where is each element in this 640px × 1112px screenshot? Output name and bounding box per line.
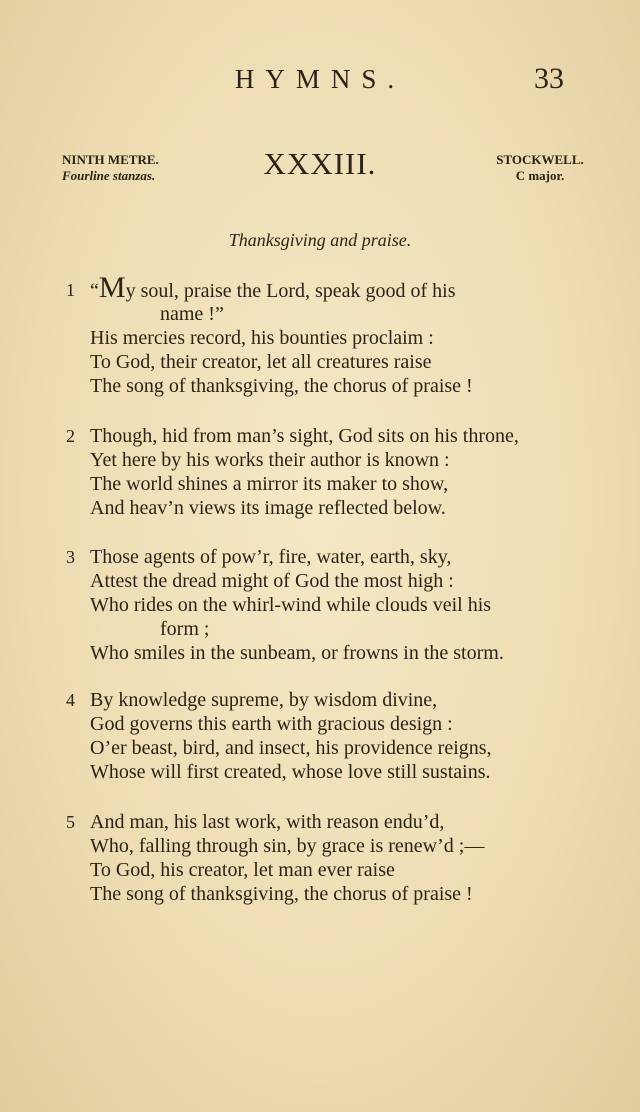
tune-key: C major.	[515, 168, 565, 183]
page-number: 33	[534, 62, 564, 95]
stanza-line: The song of thanksgiving, the chorus of praise !	[90, 883, 473, 905]
stanza-line: Those agents of pow’r, fire, water, earth, sky,	[90, 546, 452, 568]
stanza-line: Who smiles in the sunbeam, or frowns in the storm.	[90, 642, 504, 664]
stanza-line: God governs this earth with gracious design :	[90, 713, 453, 735]
stanza-line: And man, his last work, with reason endu’d,	[90, 811, 445, 833]
stanza-line: Whose will first created, whose love still sustains.	[90, 761, 491, 783]
stanza-line: The world shines a mirror its maker to show,	[90, 473, 449, 495]
stanza-line: The song of thanksgiving, the chorus of praise !	[90, 375, 473, 397]
drop-cap: M	[98, 271, 126, 304]
stanza-line: Who, falling through sin, by grace is renew’d ;—	[90, 835, 485, 857]
stanza-line: And heav’n views its image reflected below.	[90, 497, 446, 519]
stanza-number: 4	[66, 690, 75, 710]
stanza-number: 3	[66, 547, 75, 567]
stanza-number: 5	[66, 812, 75, 832]
hymn-number: XXXIII.	[263, 146, 377, 181]
stanza-line: His mercies record, his bounties proclaim :	[90, 327, 434, 349]
stanza-number: 2	[66, 426, 75, 446]
stanza-line: Who rides on the whirl-wind while clouds veil his	[90, 594, 492, 616]
stanza-line: Yet here by his works their author is known :	[90, 449, 450, 471]
first-line-rest: y soul, praise the Lord, speak good of his	[125, 280, 456, 302]
stanza-line: name !”	[160, 303, 224, 325]
stanza-line	[90, 271, 456, 304]
running-title: HYMNS.	[234, 64, 406, 94]
open-quote: “	[90, 280, 99, 302]
stanza-number: 1	[66, 280, 75, 300]
stanza-line: O’er beast, bird, and insect, his providence reigns,	[90, 737, 492, 759]
stanza-line: form ;	[160, 618, 210, 640]
metre-stanza-form: Fourline stanzas.	[62, 168, 156, 183]
hymn-subtitle: Thanksgiving and praise.	[228, 230, 412, 250]
stanza-line: Attest the dread might of God the most high :	[90, 570, 454, 592]
tune-label	[490, 152, 590, 184]
stanza-line: By knowledge supreme, by wisdom divine,	[90, 689, 438, 711]
stanza-line: Though, hid from man’s sight, God sits on his throne,	[90, 425, 519, 447]
metre-name: NINTH METRE.	[62, 152, 159, 167]
tune-name: STOCKWELL.	[496, 152, 584, 167]
stanza-line: To God, their creator, let all creatures raise	[90, 351, 432, 373]
stanza-line: To God, his creator, let man ever raise	[90, 859, 395, 881]
